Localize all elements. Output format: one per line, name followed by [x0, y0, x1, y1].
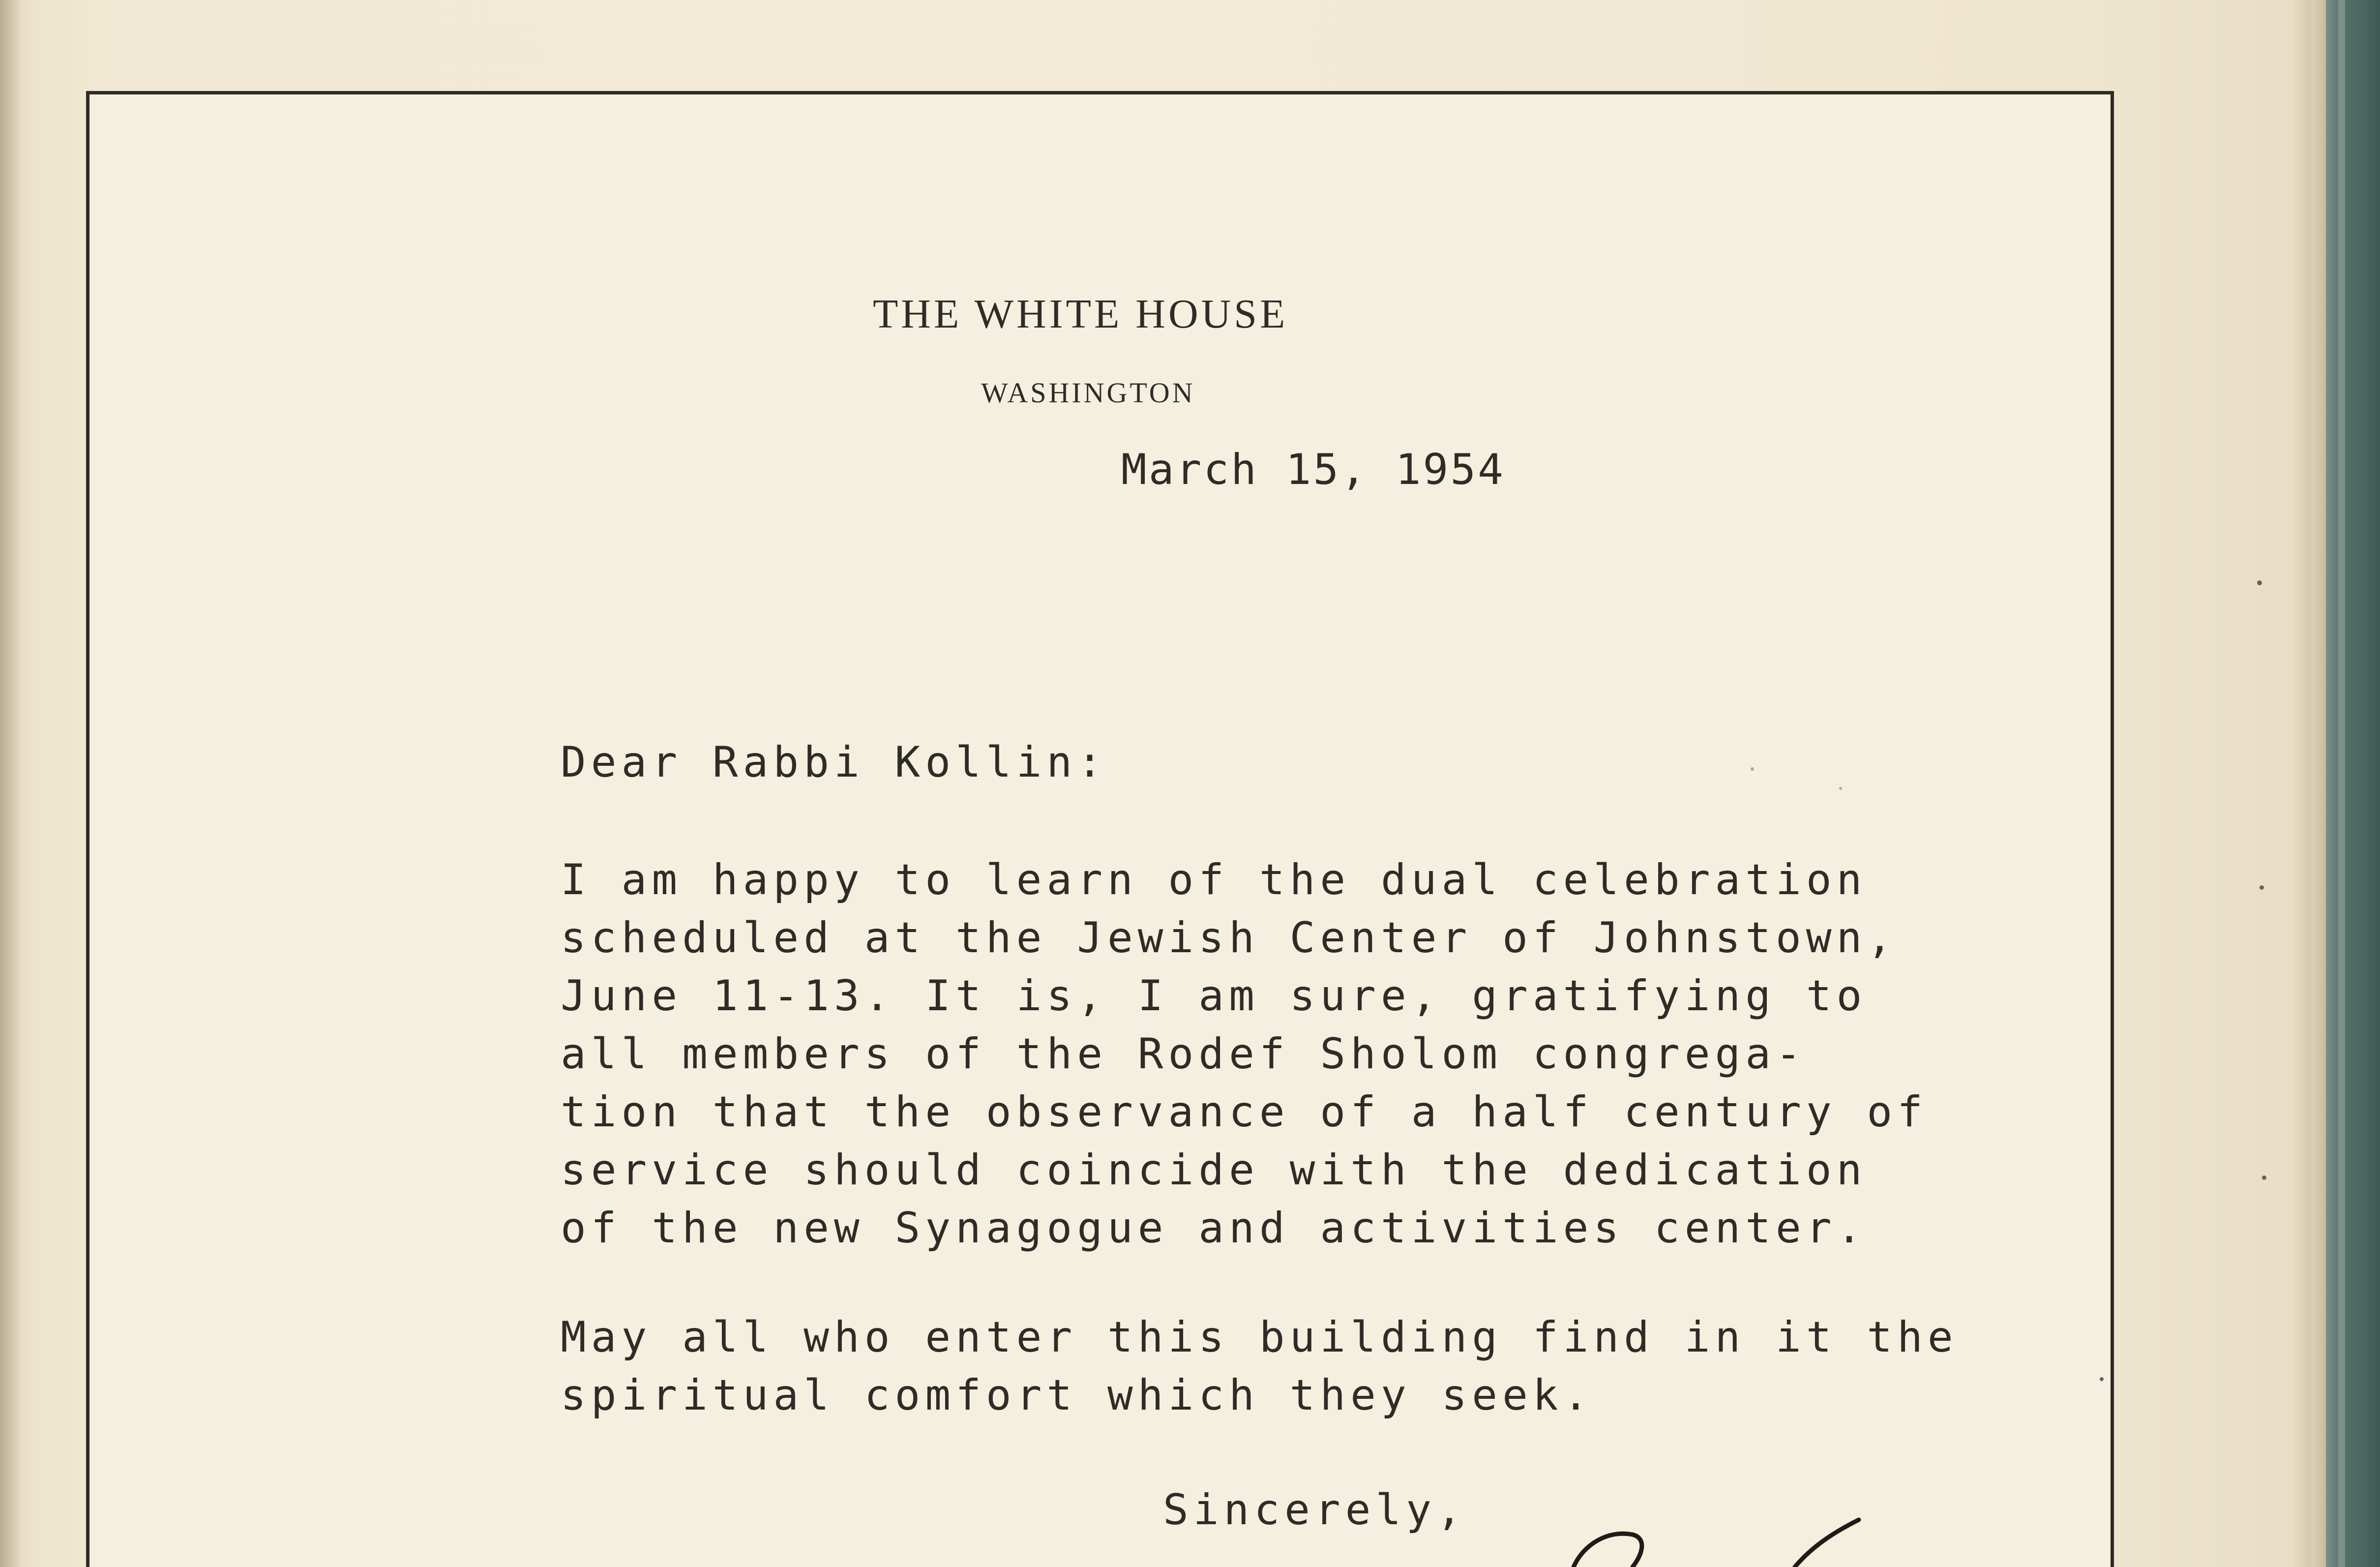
letterhead-title: THE WHITE HOUSE: [873, 291, 1288, 337]
book-spine-shadow: [0, 0, 20, 1567]
paper-speck: [2257, 580, 2262, 585]
body-line: spiritual comfort which they seek.: [561, 1371, 1594, 1420]
letterhead-city: WASHINGTON: [981, 377, 1195, 409]
body-paragraph-2: [561, 1308, 1958, 1424]
body-line: tion that the observance of a half century of: [561, 1087, 1928, 1137]
book-cover-highlight: [2338, 0, 2345, 1567]
paper-speck: [1751, 767, 1754, 771]
body-line: of the new Synagogue and activities center.: [561, 1204, 1867, 1253]
page-edge: [2311, 0, 2326, 1567]
body-paragraph-1: [561, 851, 1928, 1257]
paper-speck: [1839, 787, 1842, 790]
body-line: all members of the Rodef Sholom congrega-: [561, 1029, 1806, 1079]
paper-speck: [2100, 1377, 2104, 1381]
body-line: I am happy to learn of the dual celebration: [561, 855, 1867, 904]
closing: Sincerely,: [1163, 1485, 1467, 1535]
body-line: June 11-13. It is, I am sure, gratifying to: [561, 971, 1867, 1021]
paper-speck: [2260, 885, 2264, 890]
letter-date: March 15, 1954: [1121, 445, 1505, 494]
paper-speck: [2262, 1175, 2266, 1180]
signature-stroke: [1564, 1515, 1883, 1567]
body-line: May all who enter this building find in it the: [561, 1313, 1958, 1362]
salutation: Dear Rabbi Kollin:: [561, 738, 1107, 787]
body-line: service should coincide with the dedication: [561, 1145, 1867, 1195]
book-cover-edge: [2326, 0, 2380, 1567]
body-line: scheduled at the Jewish Center of Johnstown,: [561, 913, 1898, 963]
